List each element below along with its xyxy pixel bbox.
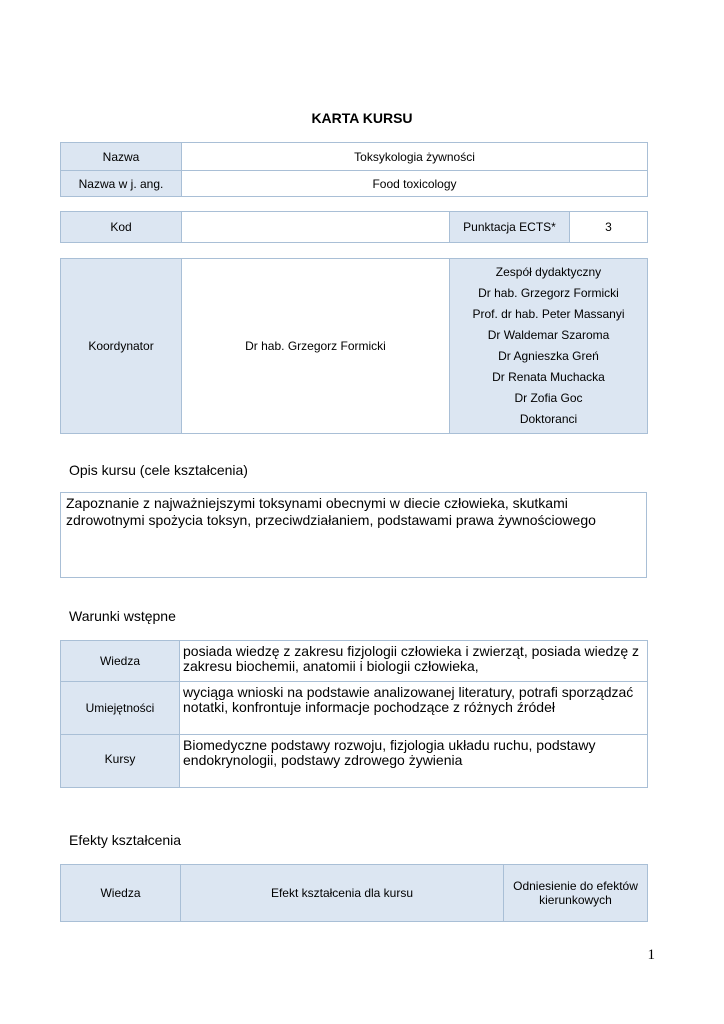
description-heading: Opis kursu (cele kształcenia) [69, 462, 248, 478]
name-label: Nazwa [61, 143, 182, 171]
team-cell [450, 259, 648, 434]
page-number: 1 [647, 947, 655, 963]
name-en-label: Nazwa w j. ang. [61, 171, 182, 197]
prereq-value-courses: Biomedyczne podstawy rozwoju, fizjologia układu ruchu, podstawy endokrynologii, podstawy zdrowego żywienia [180, 735, 648, 788]
name-value: Toksykologia żywności [182, 143, 648, 171]
outcomes-heading: Efekty kształcenia [69, 832, 182, 848]
code-table [60, 211, 648, 243]
team-heading: Zespół dydaktyczny [495, 265, 602, 279]
prereq-label-skills: Umiejętności [61, 682, 180, 735]
names-table [60, 142, 648, 197]
team-member: Dr Waldemar Szaroma [487, 328, 610, 342]
code-label: Kod [61, 212, 182, 243]
prereq-label-courses: Kursy [61, 735, 180, 788]
coordinator-table [60, 258, 648, 434]
outcomes-col-reference: Odniesienie do efektów kierunkowych [504, 865, 648, 922]
ects-label: Punktacja ECTS* [450, 212, 570, 243]
prereq-label-knowledge: Wiedza [61, 641, 180, 682]
coordinator-label: Koordynator [61, 259, 182, 434]
prereq-value-skills: wyciąga wnioski na podstawie analizowanej literatury, potrafi sporządzać notatki, konfrontuje informacje pochodzące z różnych źródeł [180, 682, 648, 735]
team-member: Prof. dr hab. Peter Massanyi [472, 307, 625, 321]
team-member: Dr Agnieszka Greń [498, 349, 599, 363]
ects-value: 3 [570, 212, 648, 243]
prerequisites-table [60, 640, 648, 788]
outcomes-table [60, 864, 648, 922]
prerequisites-heading: Warunki wstępne [69, 608, 176, 624]
coordinator-value: Dr hab. Grzegorz Formicki [182, 259, 450, 434]
page-title: KARTA KURSU [311, 110, 413, 126]
team-member: Dr hab. Grzegorz Formicki [478, 286, 619, 300]
team-member: Dr Zofia Goc [514, 391, 583, 405]
outcomes-col-effect: Efekt kształcenia dla kursu [181, 865, 504, 922]
code-value [182, 212, 450, 243]
prereq-value-knowledge: posiada wiedzę z zakresu fizjologii człowieka i zwierząt, posiada wiedzę z zakresu biochemii, anatomii i biologii człowieka, [180, 641, 648, 682]
description-box: Zapoznanie z najważniejszymi toksynami obecnymi w diecie człowieka, skutkami zdrowotnymi spożycia toksyn, przeciwdziałaniem, podstawami prawa żywnościowego [60, 492, 647, 578]
outcomes-col-knowledge: Wiedza [61, 865, 181, 922]
team-member: Doktoranci [519, 412, 578, 426]
name-en-value: Food toxicology [182, 171, 648, 197]
team-member: Dr Renata Muchacka [492, 370, 605, 384]
